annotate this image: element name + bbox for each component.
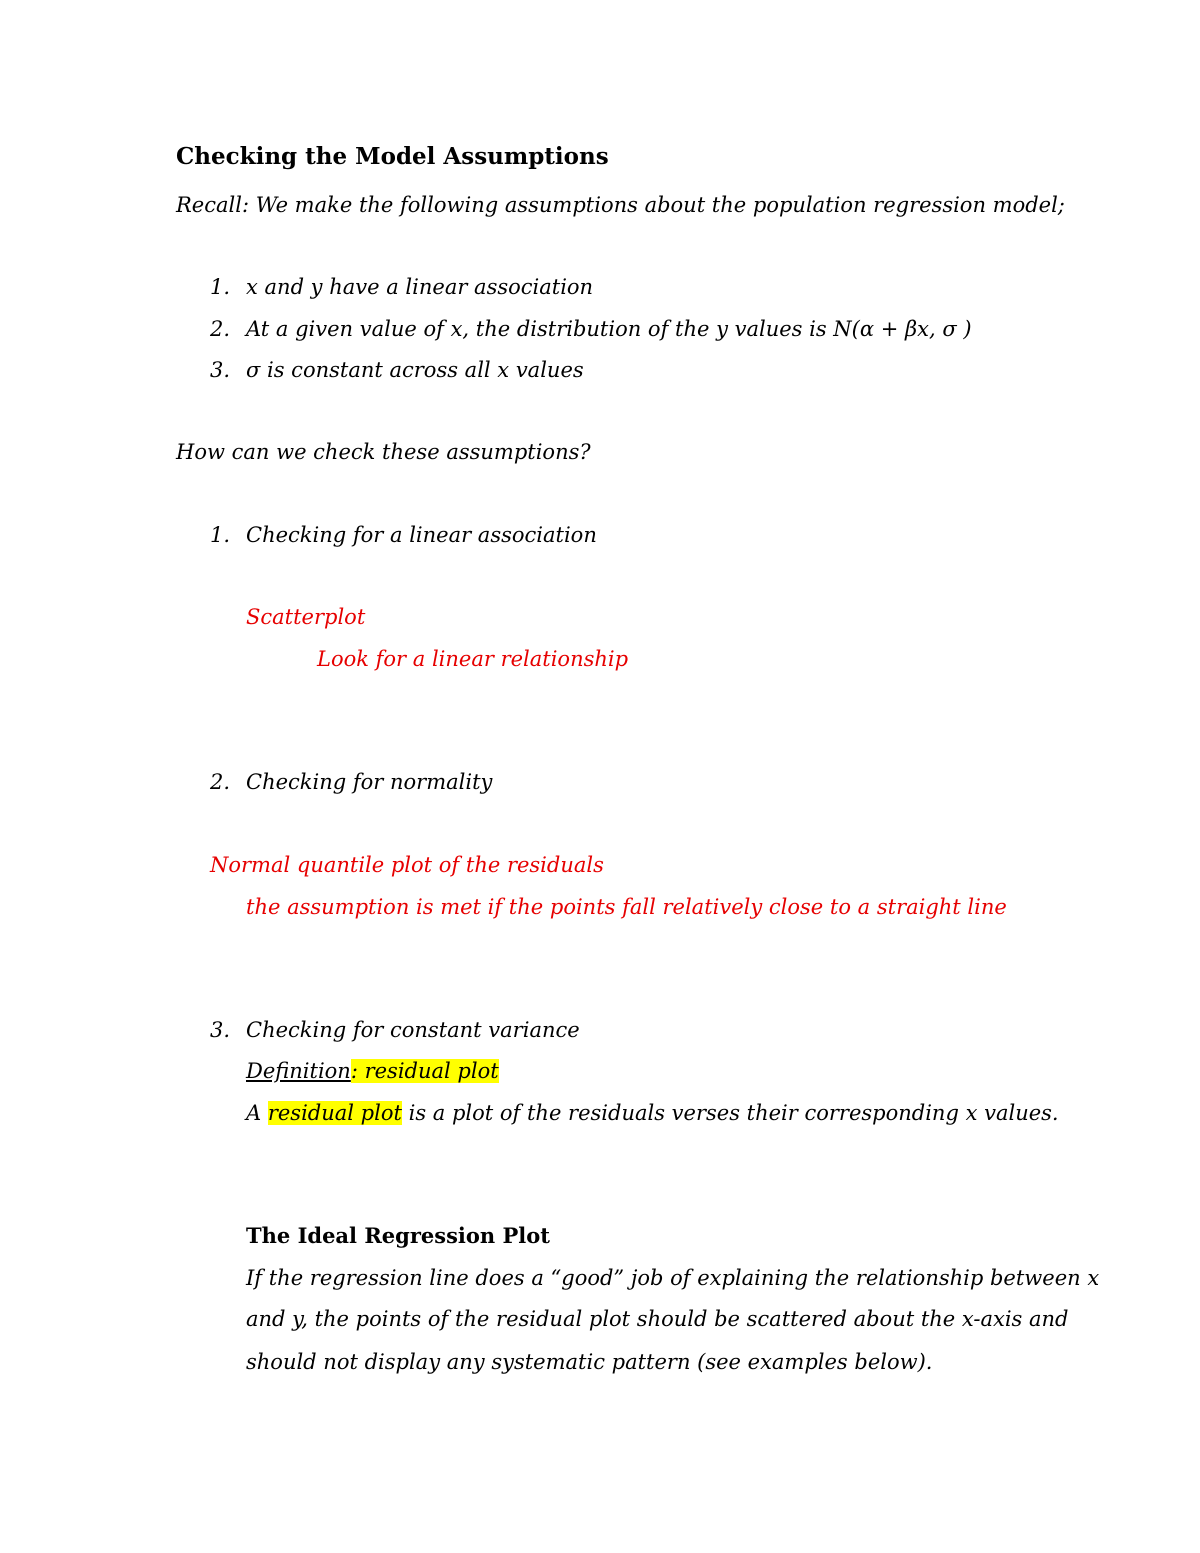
definition-line	[246, 1057, 499, 1085]
check-number: 1.	[210, 523, 231, 547]
definition-word: Definition	[246, 1059, 351, 1083]
assumption-number: 3.	[210, 358, 231, 382]
definition-term: : residual plot	[350, 1059, 499, 1083]
check-number: 2.	[210, 770, 231, 794]
ideal-plot-heading: The Ideal Regression Plot	[246, 1223, 550, 1248]
assumption-text: At a given value of x, the distribution of the y values is N(α + βx, σ )	[246, 317, 972, 341]
assumption-item	[210, 315, 972, 343]
sentence-start: A	[246, 1101, 268, 1125]
question-text: How can we check these assumptions?	[176, 440, 591, 464]
check-number: 3.	[210, 1018, 231, 1042]
assumption-item	[210, 356, 584, 384]
assumption-text: σ is constant across all x values	[246, 358, 584, 382]
check-linear-item	[210, 521, 597, 549]
check-text: Checking for constant variance	[246, 1018, 580, 1042]
definition-sentence	[246, 1099, 1059, 1127]
normality-criterion-note: the assumption is met if the points fall relatively close to a straight line	[246, 895, 1007, 919]
recall-text: Recall: We make the following assumptions about the population regression model;	[176, 193, 1065, 217]
page-title: Checking the Model Assumptions	[176, 143, 609, 170]
check-text: Checking for normality	[246, 770, 493, 794]
assumption-number: 1.	[210, 275, 231, 299]
check-normality-item	[210, 768, 492, 796]
ideal-plot-paragraph-line: should not display any systematic pattern (see examples below).	[246, 1350, 933, 1374]
sentence-rest: is a plot of the residuals verses their corresponding x values.	[401, 1101, 1059, 1125]
assumption-number: 2.	[210, 317, 231, 341]
residual-plot-term: residual plot	[267, 1101, 402, 1125]
ideal-plot-paragraph-line: If the regression line does a “good” job of explaining the relationship between x	[246, 1266, 1100, 1290]
assumption-item	[210, 273, 593, 301]
check-variance-item	[210, 1016, 580, 1044]
ideal-plot-paragraph-line: and y, the points of the residual plot should be scattered about the x-axis and	[246, 1307, 1069, 1331]
scatterplot-label: Scatterplot	[246, 605, 366, 629]
normal-quantile-label: Normal quantile plot of the residuals	[210, 853, 604, 877]
assumption-text: x and y have a linear association	[246, 275, 594, 299]
check-text: Checking for a linear association	[246, 523, 597, 547]
linear-relationship-note: Look for a linear relationship	[317, 647, 629, 671]
